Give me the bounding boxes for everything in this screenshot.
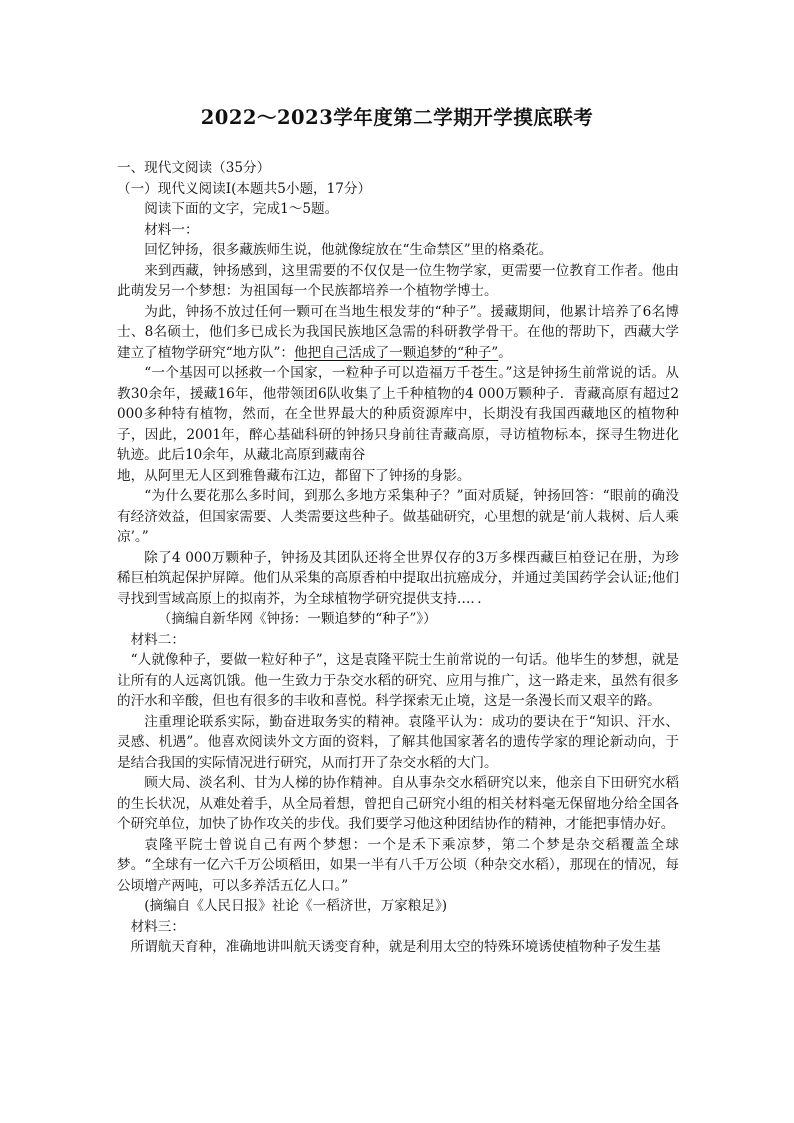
material2-label: 材料二：	[130, 631, 185, 648]
material1-paragraph-continued: 地，从阿里无人区到雅鲁藏布江边，都留下了钟扬的身影。	[117, 467, 471, 484]
material2-paragraph: “人就像种子，要做一粒好种子”，这是袁隆平院士生前常说的一句话。他毕生的梦想，就是让所有的人远离饥饿。他一生致力于杂交水稻的研究、应用与推广，这一路走来，虽然有很多的汗水和辛酸，但也有很多的丰收和喜悦。科学探索无止境，这是一条漫长而又艰辛的路。	[117, 652, 679, 709]
underlined-sentence: 他把自己活成了一颗追梦的“种子”	[294, 344, 499, 361]
subsection-heading: （一）现代义阅读Ⅰ(本题共5小题，17分）	[117, 180, 372, 197]
material1-label: 材料一：	[144, 221, 199, 238]
material3-paragraph: 所谓航天育种，准确地讲叫航天诱变育种，就是利用太空的特殊环境诱使植物种子发生基	[130, 939, 661, 955]
material1-paragraph: “为什么要花那么多时间，到那么多地方采集种子？”面对质疑，钟扬回答：“眼前的确没有经济效益，但国家需要、人类需要这些种子。做基础研究，心里想的就是‘前人栽树、后人乘凉’。”	[117, 488, 679, 545]
section-heading: 一、现代文阅读（35分）	[117, 160, 271, 176]
paragraph-text: 为此，钟扬不放过任何一颗可在当地生根发芽的“种子”。援藏期间，他累计培养了6名博士、8名硕士，他们多已成长为我国民族地区急需的科研教学骨干。在他的帮助下，西藏大学建立了植物学研究“地方队”：	[117, 303, 679, 361]
instruction-text: 阅读下面的文字，完成1～5题。	[144, 201, 339, 217]
material1-paragraph: “一个基因可以拯救一个国家，一粒种子可以造福万千苍生。”这是钟扬生前常说的话。从教30余年，援藏16年，他带领团6队收集了上千种植物的4 000万颗种子．青藏高原有超过2 000多种特有植物，然而，在全世界最大的种质资源库中，长期没有我国西藏地区的植物种子，因此，2001年，醉心基础科研的钟扬只身前往青藏高原，寻访植物标本，探寻生物进化轨迹。此后10余年，从藏北高原到藏南谷	[117, 365, 679, 463]
material1-source: （摘编自新华网《钟扬：一颗追梦的“种子”》）	[157, 611, 437, 627]
material2-paragraph: 注重理论联系实际，勤奋进取务实的精神。袁隆平认为：成功的要诀在于“知识、汗水、灵感、机遇”。他喜欢阅读外文方面的资料，了解其他国家著名的遗传学家的理论新动向，于是结合我国的实际情况进行研究，从而打开了杂交水稻的大门。	[117, 713, 679, 771]
material3-label: 材料三：	[130, 918, 185, 935]
paragraph-text: 。	[498, 344, 512, 361]
exam-title: 2022～2023学年度第二学期开学摸底联考	[200, 106, 594, 129]
material2-source: (摘编自《人民日报》社论《一稻济世，万家粮足》)	[144, 898, 448, 914]
document-body	[117, 158, 679, 958]
material1-paragraph	[117, 302, 679, 364]
material1-paragraph: 除了4 000万颗种子，钟扬及其团队还将全世界仅存的3万多棵西藏巨柏登记在册，为珍稀巨柏筑起保护屏障。他们从采集的高原香柏中提取出抗癌成分，并通过美国药学会认证;他们寻找到雪域高原上的拟南芥，为全球植物学研究提供支持…．．	[117, 549, 679, 607]
material1-paragraph: 回忆钟扬，很多藏族师生说，他就像绽放在“生命禁区”里的格桑花。	[144, 242, 553, 258]
material2-paragraph: 顾大局、淡名利、甘为人梯的协作精神。自从事杂交水稻研究以来，他亲自下田研究水稻的生长状况，从难处着手，从全局着想，曾把自己研究小组的相关材料毫无保留地分给全国各个研究单位，加快了协作攻关的步伐。我们要学习他这种团结协作的精神，才能把事情办好。	[117, 775, 679, 832]
material2-paragraph: 袁隆平院士曾说自己有两个梦想：一个是禾下乘凉梦，第二个梦是杂交稻覆盖全球梦。“全球有一亿六千万公顷稻田，如果一半有八千万公顷（种杂交水稻），那现在的情况，每公顷增产两吨，可以多养活五亿人口。”	[117, 836, 679, 894]
material1-paragraph: 来到西藏，钟扬感到，这里需要的不仅仅是一位生物学家，更需要一位教育工作者。他由此萌发另一个梦想：为祖国每一个民族都培养一个植物学博士。	[117, 262, 679, 299]
